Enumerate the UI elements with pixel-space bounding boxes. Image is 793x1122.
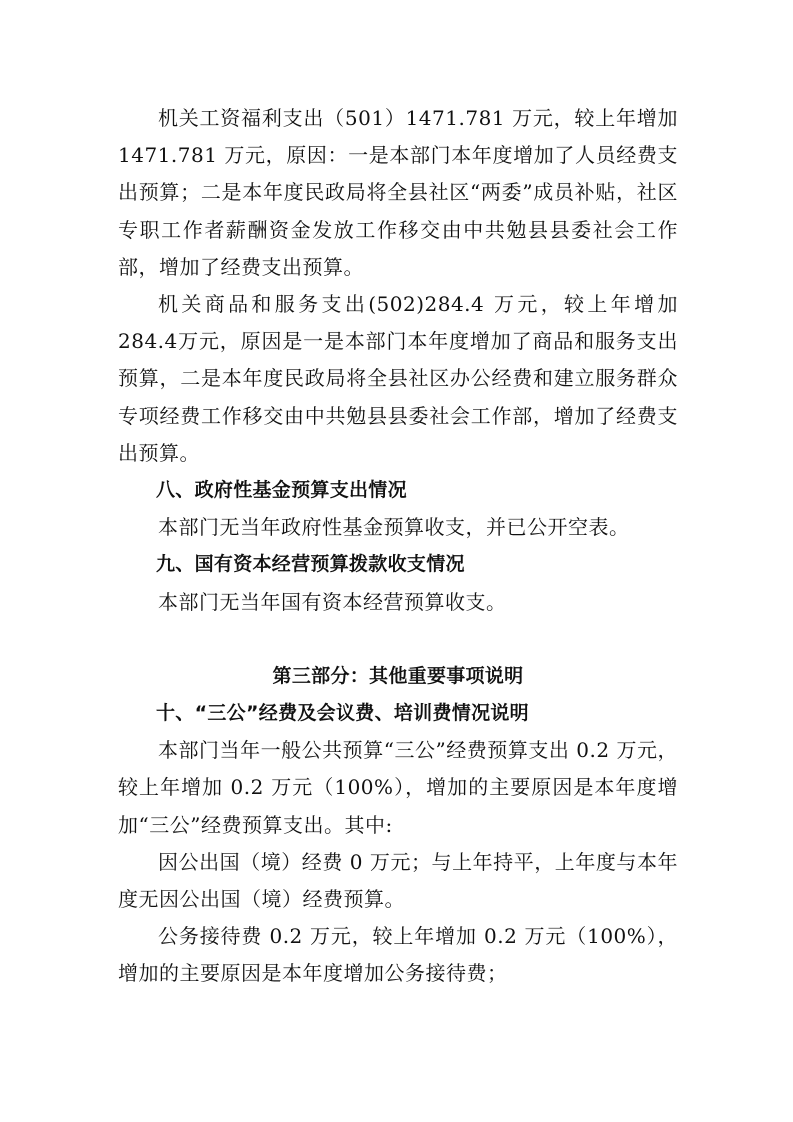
paragraph-goods-services: 机关商品和服务支出(502)284.4 万元，较上年增加 284.4万元，原因是一是本部门本年度增加了商品和服务支出预算，二是本年度民政局将全县社区办公经费和建立服务群众专项经费工作移交由中共勉县县委社会工作部，增加了经费支出预算。 [118,292,678,465]
section-10-paragraph-1: 本部门当年一般公共预算“三公”经费预算支出 0.2 万元，较上年增加 0.2 万元（100%），增加的主要原因是本年度增加“三公”经费预算支出。其中: [118,738,678,837]
section-9-heading: 九、国有资本经营预算拨款收支情况 [156,553,465,576]
section-9-text: 本部门无当年国有资本经营预算收支。 [158,589,507,614]
section-8-heading: 八、政府性基金预算支出情况 [156,479,407,502]
section-10-heading: 十、“三公”经费及会议费、培训费情况说明 [156,702,529,725]
document-page [118,100,678,993]
section-10-paragraph-2: 因公出国（境）经费 0 万元；与上年持平，上年度与本年度无因公出国（境）经费预算。 [118,849,678,912]
paragraph-wage-welfare: 机关工资福利支出（501）1471.781 万元，较上年增加1471.781 万元，原因：一是本部门本年度增加了人员经费支出预算；二是本年度民政局将全县社区“两委”成员补贴，社区专职工作者薪酬资金发放工作移交由中共勉县县委社会工作部，增加了经费支出预算。 [118,106,678,279]
spacer [118,621,678,658]
section-8-text: 本部门无当年政府性基金预算收支，并已公开空表。 [158,515,630,540]
part-3-title: 第三部分：其他重要事项说明 [272,664,524,687]
section-10-paragraph-3: 公务接待费 0.2 万元，较上年增加 0.2 万元（100%），增加的主要原因是本年度增加公务接待费； [118,924,678,986]
